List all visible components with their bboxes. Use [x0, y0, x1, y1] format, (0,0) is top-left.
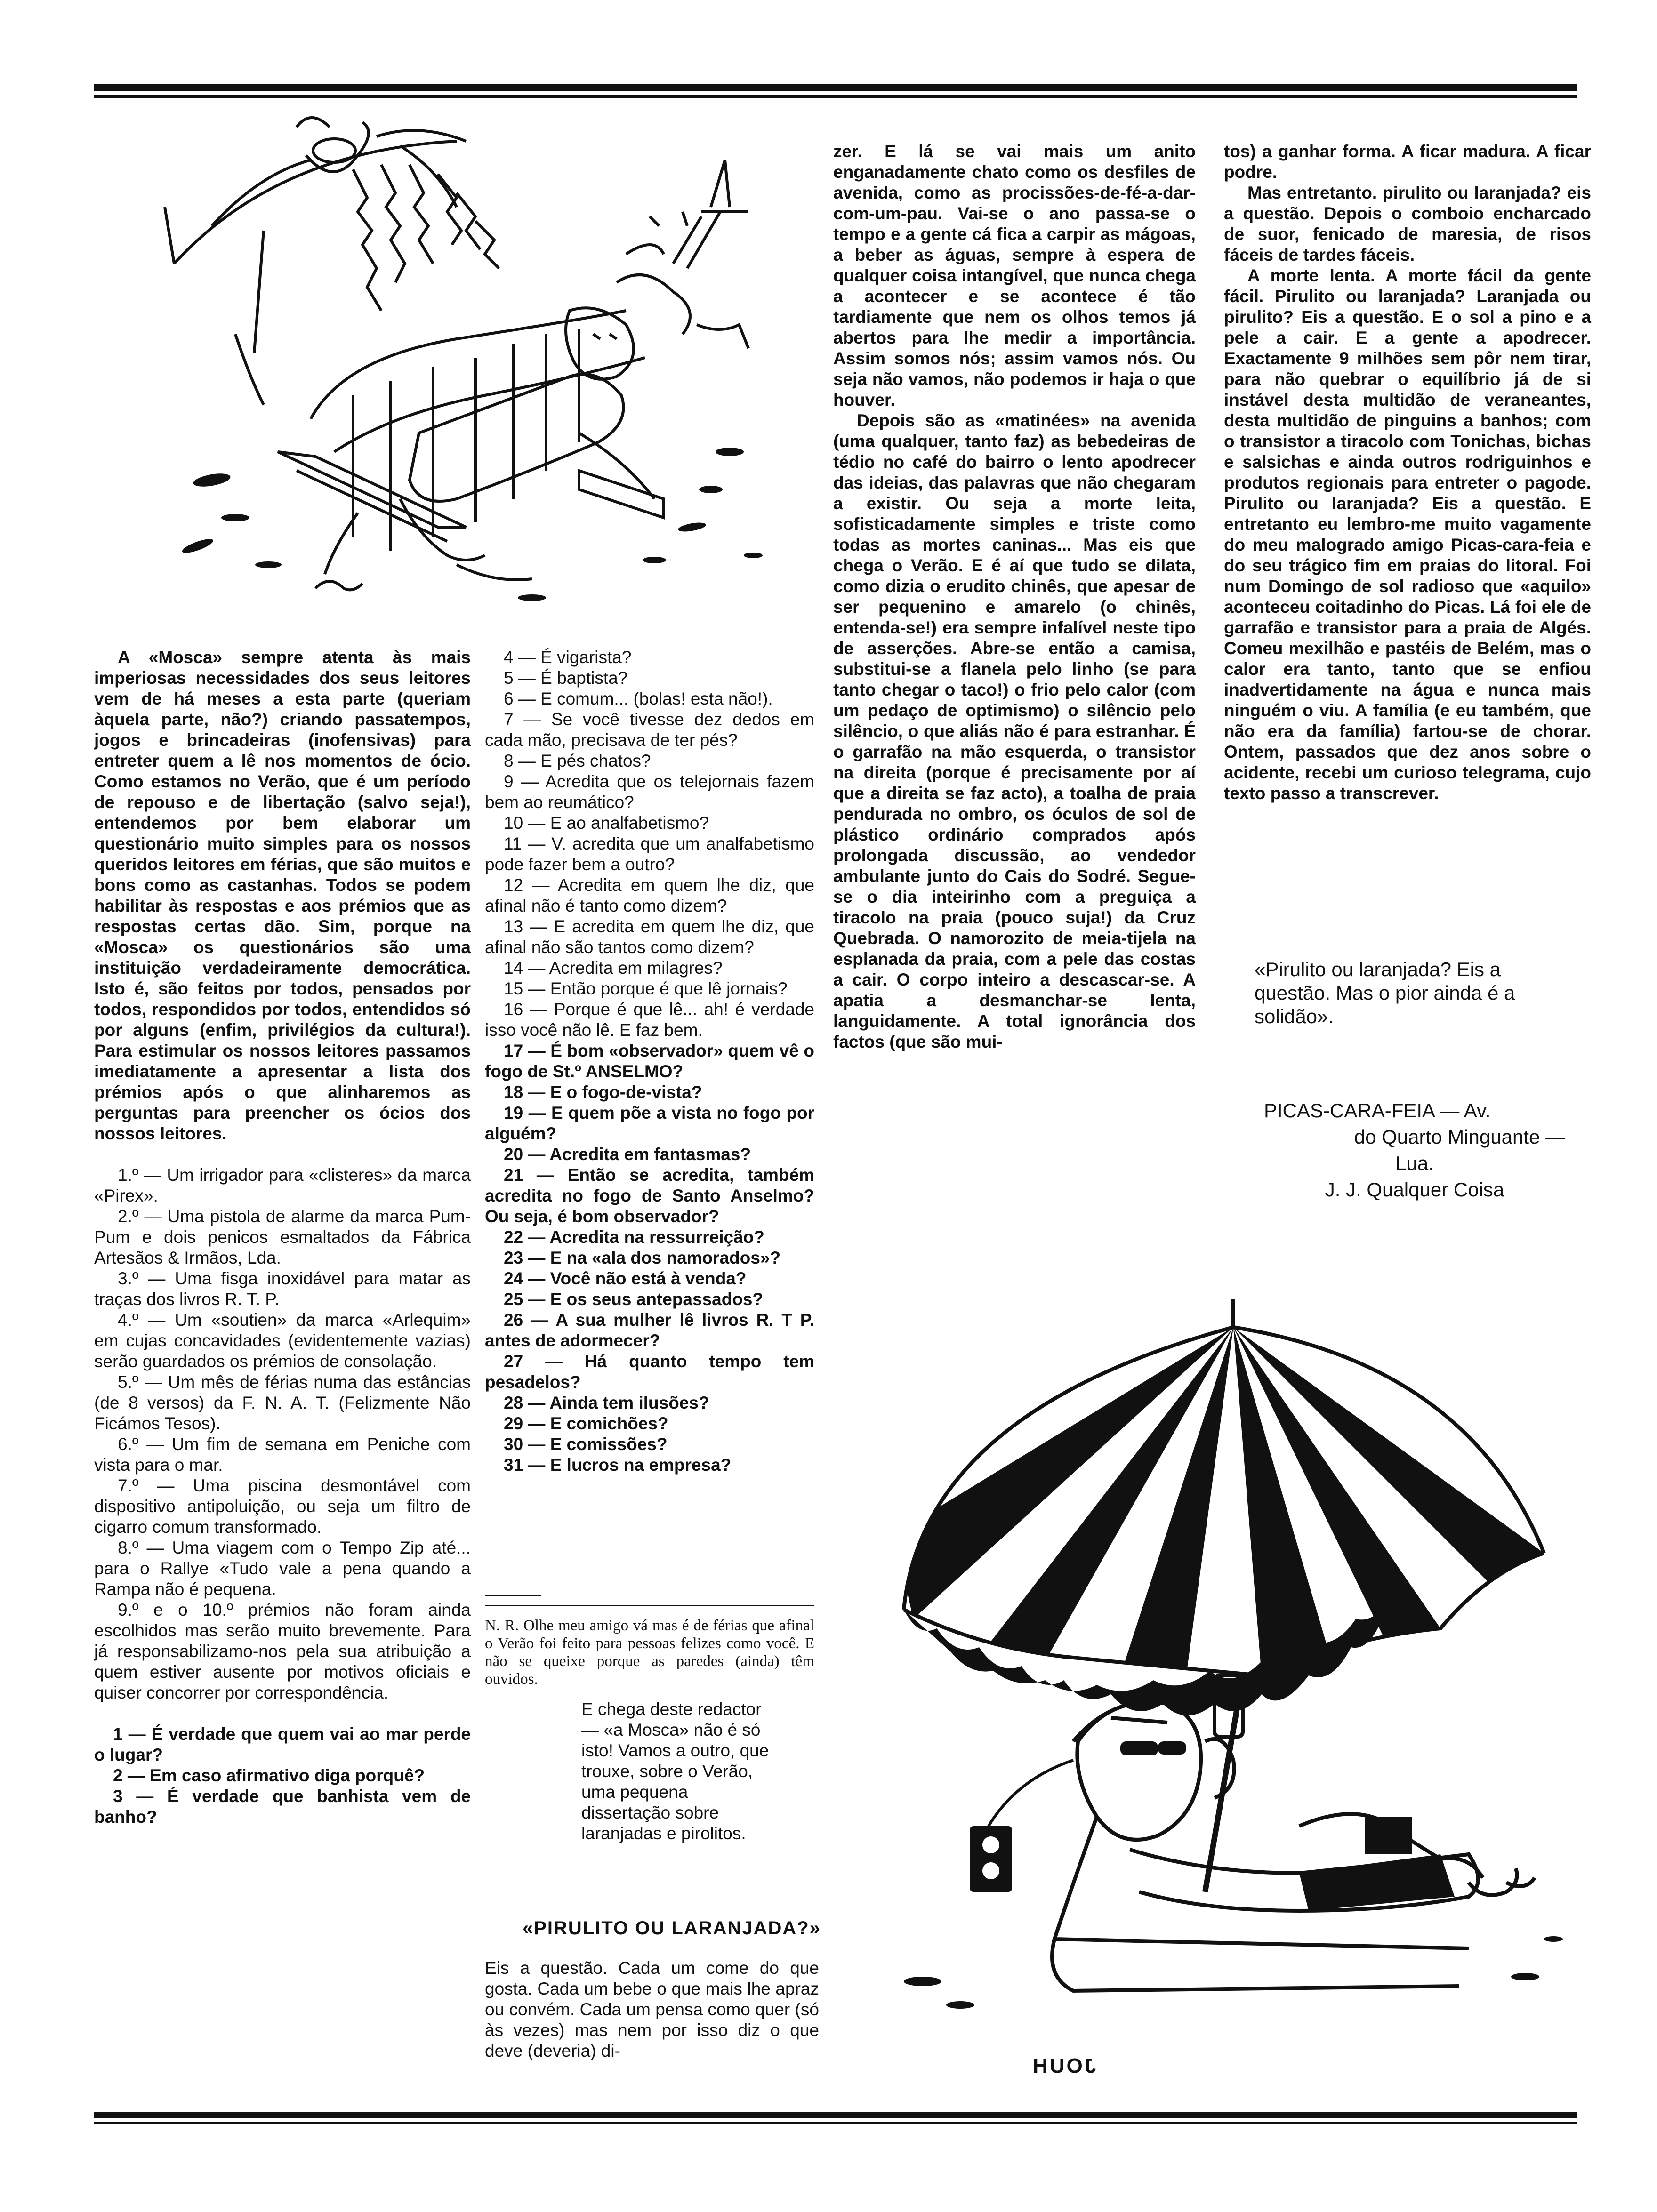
section-title: «PIRULITO OU LARANJADA?» [523, 1918, 821, 1939]
question-item: 1 — É verdade que quem vai ao mar perde o lugar? [94, 1724, 471, 1764]
prize-list [94, 1165, 471, 1703]
question-item: 22 — Acredita na ressurreição? [504, 1227, 764, 1247]
beach-umbrella-illustration [876, 1271, 1582, 2077]
prize-item: 8.º — Uma viagem com o Tempo Zip até... para o Rallye «Tudo vale a pena quando a Rampa não é pequena. [94, 1538, 471, 1599]
question-item: 25 — E os seus antepassados? [504, 1290, 764, 1309]
prize-item: 4.º — Um «soutien» da marca «Arlequim» em cujas concavidades (evidentemente vazias) serão guardados os prémios de consolação. [94, 1310, 471, 1371]
artist-signature: JOUH [1031, 2054, 1096, 2077]
article-paragraph: A morte lenta. A morte fácil da gente fácil. Pirulito ou laranjada? Laranjada ou pirulito? Eis a questão. E o sol a pino e a pele a cair. E a gente a apodrecer. Exactamente 9 milhões sem pôr nem tirar, para não quebrar o equilíbrio já de si instável desta multidão de veraneantes, desta multidão de pinguins a banhos; com o transistor a tiracolo com Tonichas, bichas e salsichas e ainda outros rodriguinhos e produtos regionais para entreter o pagode. Pirulito ou laranjada? Eis a questão. E entretanto eu lembro-me muito vagamente do meu malogrado amigo Picas-cara-feia e do seu trágico fim em praias do litoral. Foi num Domingo de sol radioso que «aquilo» aconteceu coitadinho do Picas. Lá foi ele de garrafão e transistor para a praia de Algés. Comeu mexilhão e pastéis de Belém, mas o calor era tanto, tanto que se enfiou inadvertidamente na água e nunca mais ninguém o viu. A família (e eu também, que não era da família) fartou-se de chorar. Ontem, passados que dez anos sobre o acidente, recebi um curioso telegrama, cujo texto passo a transcrever. [1224, 266, 1591, 803]
question-item: 2 — Em caso afirmativo diga porquê? [113, 1766, 425, 1785]
column-3 [833, 141, 1196, 1052]
signoff-line: PICAS-CARA-FEIA — Av. [1264, 1099, 1491, 1122]
question-list-start [94, 1724, 471, 1827]
question-item: 11 — V. acredita que um analfabetismo pode fazer bem a outro? [485, 834, 814, 874]
question-item: 26 — A sua mulher lê livros R. T P. antes de adormecer? [485, 1310, 814, 1350]
question-item: 17 — É bom «observador» quem vê o fogo de St.º ANSELMO? [485, 1041, 814, 1081]
question-item: 20 — Acredita em fantasmas? [504, 1145, 751, 1164]
question-item: 27 — Há quanto tempo tem pesadelos? [485, 1352, 814, 1392]
question-item: 19 — E quem põe a vista no fogo por alguém? [485, 1103, 814, 1143]
question-item: 18 — E o fogo-de-vista? [504, 1082, 702, 1102]
question-item: 13 — E acredita em quem lhe diz, que afinal não são tantos como dizem? [485, 917, 814, 957]
column-4 [1224, 141, 1591, 804]
question-item: 24 — Você não está à venda? [504, 1269, 747, 1288]
beach-umbrella-drawing [876, 1271, 1582, 2033]
article-paragraph: Depois são as «matinées» na avenida (uma qualquer, tanto faz) as bebedeiras de tédio no café do bairro o lento apodrecer das ideias, das palavras que não chegaram a existir. Ou seja a morte leita, sofisticadamente simples e triste como todas as mortes caninas... Mas eis que chega o Verão. E é aí que tudo se dilata, como dizia o erudito chinês, que apesar de ser pequenino e amarelo (o chinês, entenda-se!) era sempre infalível neste tipo de asserções. Abre-se então a camisa, substitui-se a flanela pelo linho (se para tanto chegar o taco!) o frio pelo calor (com um pedaço de optimismo) o silêncio pelo silêncio, o que aliás não é para estranhar. É o garrafão na mão esquerda, o transistor na direita (porque é precisamente por aí que a direita se faz acto), a toalha de praia pendurada no ombro, os óculos de sol de plástico ordinário comprados após prolongada discussão, ao vendedor ambulante junto do Cais do Sodré. Segue-se o dia inteirinho com a preguiça a tiracolo na praia (pouco suja!) da Cruz Quebrada. O namorozito de meia-tijela na esplanada da praia, com a pele das costas a cair. O corpo inteiro a descascar-se. A apatia a desmanchar-se lenta, languidamente. A total ignorância dos factos (que são mui- [833, 411, 1196, 1051]
column-2 [485, 647, 814, 1475]
bottom-rule-thin [94, 2122, 1577, 2124]
bottom-rule [94, 2112, 1577, 2118]
section-start-paragraph: Eis a questão. Cada um come do que gosta. Cada um bebe o que mais lhe apraz ou convém. Cada um pensa como quer (só às vezes) mas nem por isso diz o que deve (deveria) di- [485, 1958, 819, 2060]
prize-item: 3.º — Uma fisga inoxidável para matar as traças dos livros R. T. P. [94, 1269, 471, 1309]
question-item: 30 — E comissões? [504, 1435, 668, 1454]
telegram-quote: «Pirulito ou laranjada? Eis a questão. Mas o pior ainda é a solidão». [1255, 958, 1515, 1027]
question-item: 4 — É vigarista? [504, 648, 632, 667]
column-1 [94, 647, 471, 1827]
question-item: 23 — E na «ala dos namorados»? [504, 1248, 781, 1267]
question-item: 3 — É verdade que banhista vem de banho? [94, 1787, 471, 1827]
question-item: 21 — Então se acredita, também acredita no fogo de Santo Anselmo? Ou seja, é bom observador? [485, 1165, 814, 1226]
prize-item: 6.º — Um fim de semana em Peniche com vista para o mar. [94, 1435, 471, 1475]
question-item: 9 — Acredita que os telejornais fazem bem ao reumático? [485, 772, 814, 812]
question-item: 5 — É baptista? [504, 668, 628, 688]
question-item: 12 — Acredita em quem lhe diz, que afinal não é tanto como dizem? [485, 875, 814, 915]
prize-item: 9.º e o 10.º prémios não foram ainda escolhidos mas serão muito brevemente. Para já responsabilizamo-nos pela sua atribuição a quem estiver ausente por motivos oficiais e quiser concorrer por correspondência. [94, 1600, 471, 1702]
question-item: 8 — E pés chatos? [504, 751, 651, 770]
note-divider [485, 1595, 541, 1596]
question-item: 7 — Se você tivesse dez dedos em cada mão, precisava de ter pés? [485, 710, 814, 750]
article-paragraph: Mas entretanto. pirulito ou laranjada? eis a questão. Depois o comboio encharcado de suor, fenicado de maresia, de risos fáceis de tardes fáceis. [1224, 183, 1591, 264]
prize-item: 5.º — Um mês de férias numa das estâncias (de 8 versos) da F. N. A. T. (Felizmente Não Ficámos Tesos). [94, 1372, 471, 1433]
prize-item: 2.º — Uma pistola de alarme da marca Pum-Pum e dois penicos esmaltados da Fábrica Artesãos & Irmãos, Lda. [94, 1207, 471, 1267]
top-rule-thin [94, 95, 1577, 98]
question-item: 10 — E ao analfabetismo? [504, 813, 709, 833]
intro-paragraph: A «Mosca» sempre atenta às mais imperiosas necessidades dos seus leitores vem de há meses a esta parte (queriam àquela parte, não?) criando passatempos, jogos e brincadeiras (inofensivas) para entreter quem a lê nos momentos de ócio. Como estamos no Verão, que é um período de repouso e de libertação (salvo seja!), entendemos por bem elaborar um questionário muito simples para os nossos queridos leitores em férias, que são muitos e bons como as castanhas. Todos se podem habilitar às respostas e aos prémios que as respostas certas dão. Sim, porque na «Mosca» os questionários são uma instituição verdadeiramente democrática. Isto é, são feitos por todos, pensados por todos, respondidos por todos, entendidos só por alguns (enfim, privilégios da cultura!). Para estimular os nossos leitores passamos imediatamente a apresentar a lista dos prémios após o que alinharemos as perguntas para preencher os ócios dos nossos leitores. [94, 648, 471, 1143]
signoff-block [1264, 1099, 1565, 1204]
question-item: 16 — Porque é que lê... ah! é verdade isso você não lê. E faz bem. [485, 1000, 814, 1040]
sunbather-illustration [155, 113, 805, 617]
question-item: 31 — E lucros na empresa? [504, 1455, 732, 1475]
prize-item: 1.º — Um irrigador para «clisteres» da marca «Pirex». [94, 1165, 471, 1205]
signoff-line: Lua. [1395, 1152, 1434, 1174]
article-paragraph: zer. E lá se vai mais um anito enganadamente chato como os desfiles de avenida, como as procissões-de-fé-a-dar-com-um-pau. Vai-se o ano passa-se o tempo e a gente cá fica a carpir as mágoas, a beber as águas, sempre à espera de qualquer coisa intangível, que nunca chega a acontecer e se acontece é tão tardiamente que nem os olhos temos já abertos para lhe medir a importância. Assim somos nós; assim vamos nós. Ou seja não vamos, não podemos ir haja o que houver. [833, 142, 1196, 409]
question-item: 29 — E comichões? [504, 1414, 668, 1433]
article-paragraph: tos) a ganhar forma. A ficar madura. A ficar podre. [1224, 142, 1591, 182]
question-item: 6 — E comum... (bolas! esta não!). [504, 689, 773, 708]
question-item: 14 — Acredita em milagres? [504, 958, 723, 978]
question-item: 15 — Então porque é que lê jornais? [504, 979, 788, 998]
signoff-author: J. J. Qualquer Coisa [1325, 1178, 1504, 1201]
aside-paragraph: E chega deste redactor — «a Mosca» não é só isto! Vamos a outro, que trouxe, sobre o Verão, uma pequena dissertação sobre laranjadas e pirolitos. [581, 1699, 769, 1843]
question-item: 28 — Ainda tem ilusões? [504, 1393, 709, 1412]
top-rule [94, 84, 1577, 91]
sunbather-drawing [155, 113, 805, 617]
signoff-line: do Quarto Minguante — [1354, 1126, 1565, 1148]
editor-note: N. R. Olhe meu amigo vá mas é de férias que afinal o Verão foi feito para pessoas felizes como você. E não se queixe porque as paredes (ainda) têm ouvidos. [485, 1605, 814, 1688]
prize-item: 7.º — Uma piscina desmontável com dispositivo antipoluição, ou seja um filtro de cigarro comum transformado. [94, 1476, 471, 1537]
